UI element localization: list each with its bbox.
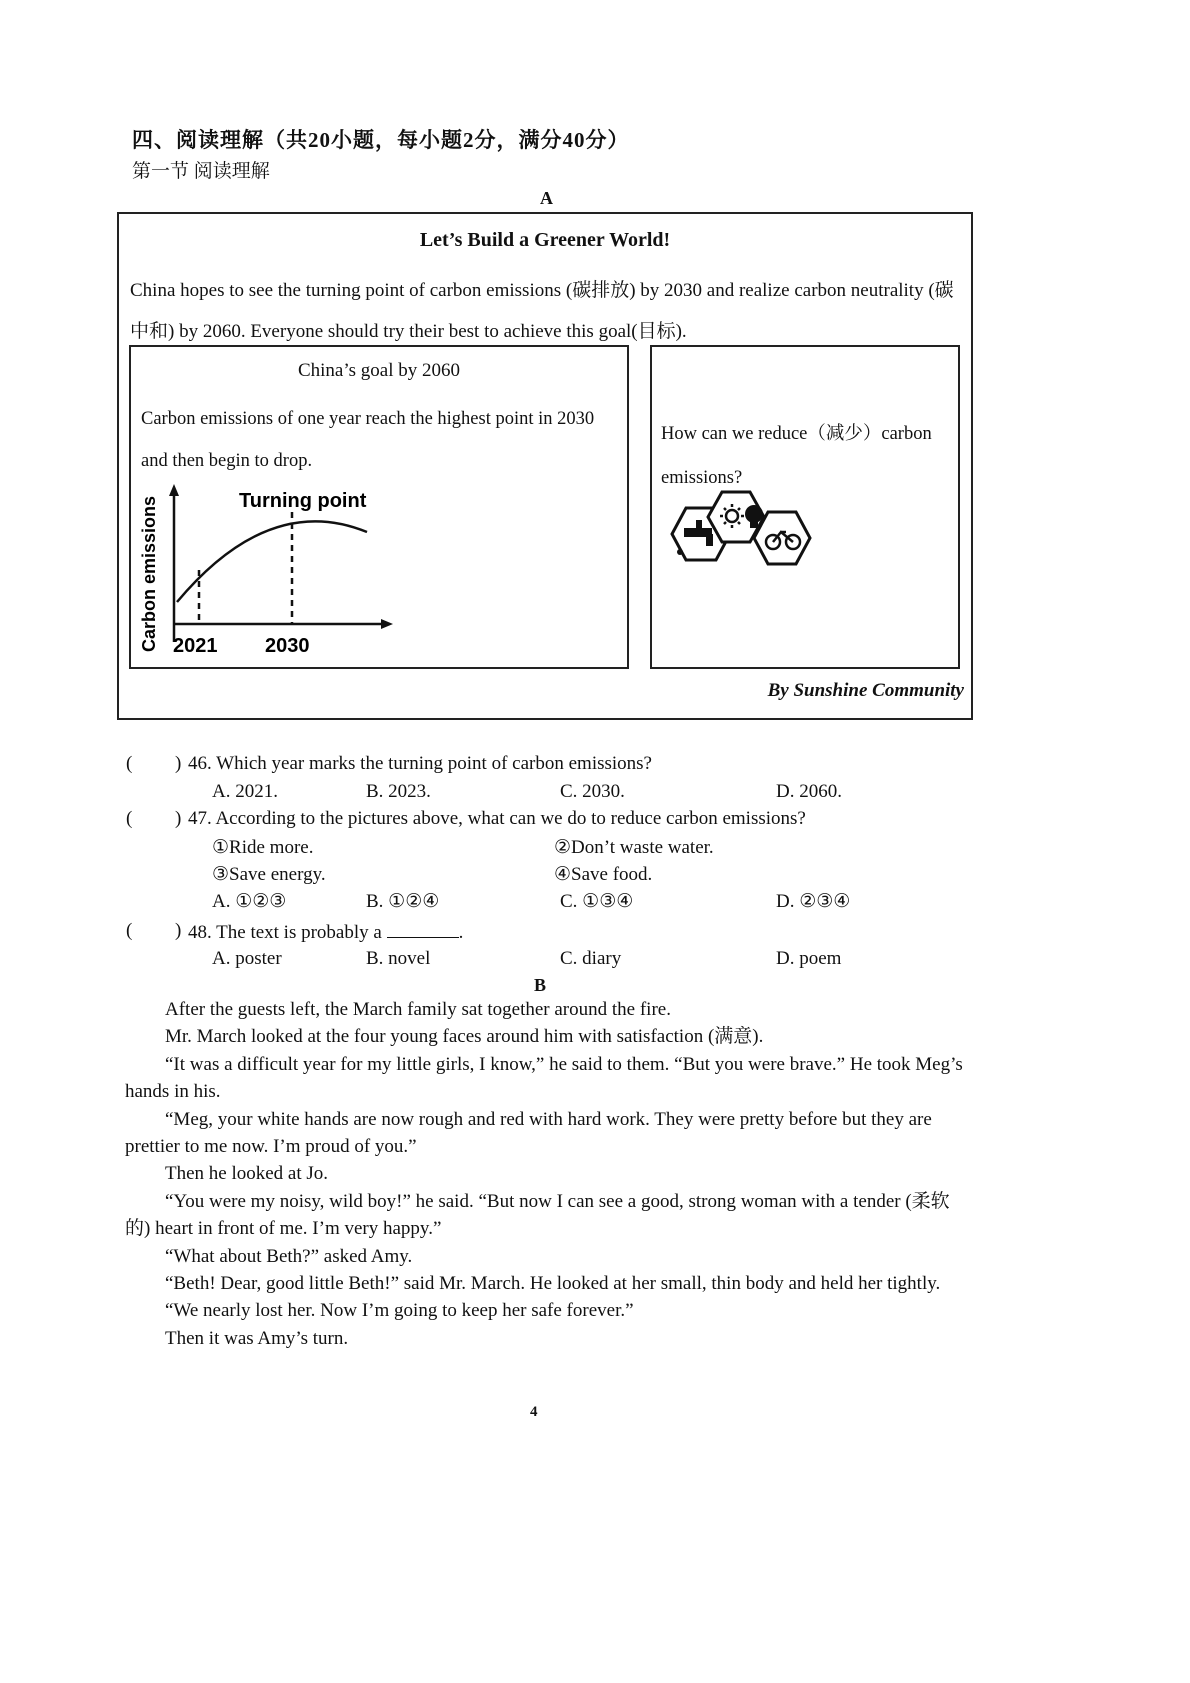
question-47-choice-4: ④Save food.: [554, 864, 653, 885]
story-passage: [125, 996, 965, 1352]
question-46-option-c: C. 2030.: [560, 781, 625, 802]
bike-icon: [754, 512, 810, 564]
question-48-text-end: .: [458, 922, 464, 943]
question-47-choice-2: ②Don’t waste water.: [554, 837, 714, 858]
question-47-option-d: D. ②③④: [776, 891, 851, 912]
story-paragraph: “Meg, your white hands are now rough and red with hard work. They were pretty before but they are prettier to me now. I’m proud of you.”: [125, 1108, 932, 1158]
question-47-option-a: A. ①②③: [212, 891, 287, 912]
story-paragraph: “We nearly lost her. Now I’m going to keep her safe forever.”: [165, 1300, 634, 1322]
question-47-text: 47. According to the pictures above, what can we do to reduce carbon emissions?: [188, 808, 806, 829]
story-paragraph: “What about Beth?” asked Amy.: [165, 1245, 413, 1267]
question-48-option-b: B. novel: [366, 948, 431, 969]
chart-x-arrow: [381, 619, 393, 629]
story-paragraph: Then it was Amy’s turn.: [165, 1327, 349, 1349]
question-48-option-d: D. poem: [776, 948, 842, 969]
reduce-icons: [658, 490, 848, 600]
chart-annotation: Turning point: [239, 490, 367, 512]
question-48-text: 48. The text is probably a: [188, 922, 382, 943]
goal-text: Carbon emissions of one year reach the highest point in 2030 and then begin to drop.: [141, 409, 595, 471]
story-paragraph: After the guests left, the March family sat together around the fire.: [165, 999, 671, 1020]
answer-paren-close-48: ): [175, 920, 182, 941]
question-46-option-b: B. 2023.: [366, 781, 431, 802]
passage-b-label: B: [534, 975, 547, 995]
chart-x-tick-2030: 2030: [265, 635, 310, 657]
answer-paren-open-47: (: [126, 808, 133, 829]
question-47-option-c: C. ①③④: [560, 891, 634, 912]
section-subtitle: 第一节 阅读理解: [132, 161, 270, 182]
poster-title: Let’s Build a Greener World!: [419, 229, 671, 251]
chart-y-arrow: [169, 484, 179, 496]
section-title: 四、阅读理解（共20小题，每小题2分，满分40分）: [132, 128, 630, 152]
question-47-option-b: B. ①②④: [366, 891, 440, 912]
story-paragraph: “You were my noisy, wild boy!” he said. “But now I can see a good, strong woman with a tender (柔软的) heart in front of me. I’m very happy.”: [125, 1190, 950, 1240]
answer-paren-open-48: (: [126, 920, 133, 941]
goal-title: China’s goal by 2060: [297, 360, 461, 381]
question-46-option-a: A. 2021.: [212, 781, 278, 802]
question-46-option-d: D. 2060.: [776, 781, 842, 802]
question-46-text: 46. Which year marks the turning point of carbon emissions?: [188, 753, 652, 774]
question-48-option-c: C. diary: [560, 948, 622, 969]
story-paragraph: Then he looked at Jo.: [165, 1163, 329, 1185]
poster-intro: China hopes to see the turning point of carbon emissions (碳排放) by 2030 and realize carbon neutrality (碳中和) by 2060. Everyone should try their best to achieve this goal(目标).: [130, 280, 954, 342]
story-paragraph: “It was a difficult year for my little girls, I know,” he said to them. “But you were brave.” He took Meg’s hands in his.: [125, 1053, 963, 1103]
question-48-option-a: A. poster: [212, 948, 282, 969]
answer-paren-close-46: ): [175, 753, 182, 774]
question-48-stem: [188, 920, 463, 944]
passage-a-label: A: [540, 188, 553, 208]
question-47-choice-1: ①Ride more.: [212, 837, 314, 858]
emissions-chart: [129, 482, 429, 667]
chart-y-label: Carbon emissions: [139, 495, 159, 652]
question-48-blank: [387, 920, 459, 938]
answer-paren-open-46: (: [126, 753, 133, 774]
story-paragraph: Mr. March looked at the four young faces around him with satisfaction (满意).: [165, 1026, 764, 1048]
poster-byline: By Sunshine Community: [767, 680, 964, 701]
page-number: 4: [530, 1404, 538, 1420]
answer-paren-close-47: ): [175, 808, 182, 829]
story-paragraph: “Beth! Dear, good little Beth!” said Mr. March. He looked at her small, thin body and held her tightly.: [165, 1273, 941, 1295]
chart-emissions-curve: [177, 521, 367, 602]
question-47-choice-3: ③Save energy.: [212, 864, 326, 885]
chart-x-tick-2021: 2021: [173, 635, 218, 657]
reduce-question: How can we reduce（减少）carbon emissions?: [661, 424, 932, 488]
